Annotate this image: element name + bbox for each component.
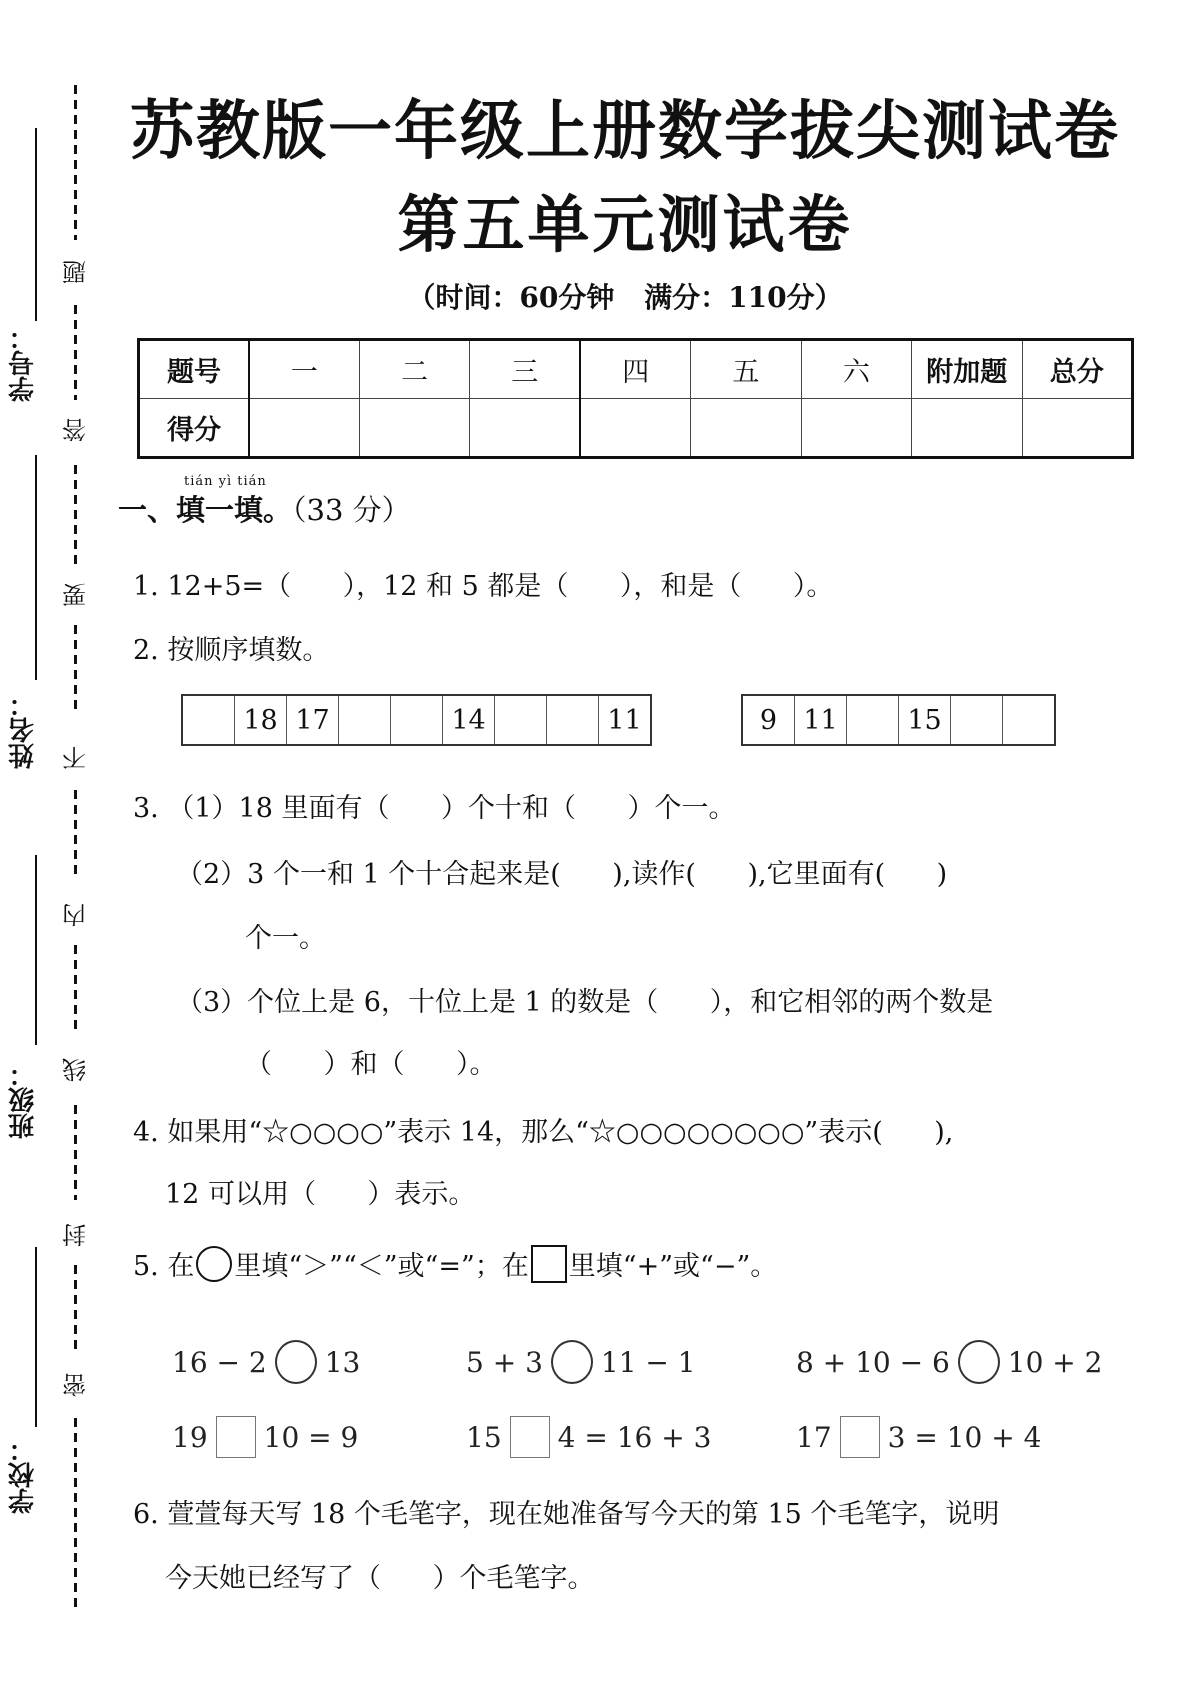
- dashed-line: [74, 1418, 77, 1610]
- compare-expression: [796, 1340, 1103, 1384]
- answer-circle[interactable]: [958, 1340, 1000, 1384]
- expr-right: 13: [324, 1345, 361, 1379]
- answer-circle[interactable]: [551, 1340, 593, 1384]
- compare-expression: [466, 1340, 696, 1384]
- expr-left: 16 − 2: [172, 1345, 267, 1379]
- score-cell[interactable]: [912, 399, 1022, 458]
- grid-cell: 15: [899, 696, 951, 744]
- exam-meta: [120, 276, 1130, 316]
- page-subtitle: 第五单元测试卷: [397, 188, 853, 261]
- table-header-cell: 总分: [1022, 340, 1133, 399]
- score-cell[interactable]: [470, 399, 580, 458]
- margin-char: 不: [62, 746, 91, 770]
- question-3-part-2-line-1: （2）3 个一和 1 个十合起来是( ),读作( ),它里面有( ): [176, 859, 948, 890]
- dashed-line: [74, 1265, 77, 1355]
- margin-line: [35, 128, 37, 321]
- score-cell[interactable]: [691, 399, 801, 458]
- grid-cell: 9: [743, 696, 795, 744]
- answer-square[interactable]: [840, 1416, 880, 1458]
- grid-cell: 18: [235, 696, 287, 744]
- expr-left: 19: [172, 1420, 208, 1454]
- q5-mid-2: 里填“+”或“−”。: [568, 1251, 778, 1282]
- question-4-line-2: 12 可以用（ ）表示。: [165, 1179, 476, 1210]
- question-6-line-2: 今天她已经写了（ ）个毛笔字。: [165, 1563, 595, 1594]
- table-header-cell: 一: [249, 340, 359, 399]
- full-score: 满分：110分）: [644, 281, 843, 314]
- margin-char: 要: [62, 583, 91, 607]
- answer-square[interactable]: [216, 1416, 256, 1458]
- expr-right: 10 + 2: [1007, 1345, 1103, 1379]
- grid-cell[interactable]: [391, 696, 443, 744]
- question-3-part-1: 3. （1）18 里面有（ ）个十和（ ）个一。: [133, 793, 736, 824]
- margin-line: [35, 1247, 37, 1427]
- dashed-line: [74, 85, 77, 240]
- table-header-cell: 四: [580, 340, 690, 399]
- question-6-line-1: 6. 萱萱每天写 18 个毛笔字，现在她准备写今天的第 15 个毛笔字，说明: [133, 1499, 1000, 1530]
- score-cell[interactable]: [580, 399, 690, 458]
- expr-right: 3 = 10 + 4: [887, 1420, 1042, 1454]
- time-limit: （时间：60分钟: [407, 281, 615, 314]
- expr-left: 17: [796, 1420, 832, 1454]
- answer-circle[interactable]: [275, 1340, 317, 1384]
- table-header-row: [139, 340, 1133, 399]
- operator-expression: [796, 1416, 1041, 1458]
- grid-cell[interactable]: [547, 696, 599, 744]
- score-table: [137, 338, 1134, 459]
- page-title: 苏教版一年级上册数学拔尖测试卷: [130, 94, 1120, 169]
- margin-char: 题: [62, 260, 91, 284]
- operator-expression: [172, 1416, 358, 1458]
- dashed-line: [74, 1105, 77, 1200]
- answer-square[interactable]: [510, 1416, 550, 1458]
- expr-left: 8 + 10 − 6: [796, 1345, 950, 1379]
- margin-char: 封: [62, 1223, 91, 1247]
- question-3-part-2-line-2: 个一。: [245, 923, 326, 954]
- section-title: 填一填。: [176, 493, 293, 527]
- name-label: 姓名：: [8, 691, 39, 769]
- table-header-cell: 题号: [139, 340, 249, 399]
- grid-cell: 11: [795, 696, 847, 744]
- compare-expression: [172, 1340, 360, 1384]
- number-grid-a: [181, 694, 652, 746]
- margin-line: [35, 455, 37, 680]
- score-cell[interactable]: [801, 399, 911, 458]
- school-label: 学校：: [8, 1436, 39, 1514]
- table-header-cell: 三: [470, 340, 580, 399]
- question-3-part-3-line-1: （3）个位上是 6，十位上是 1 的数是（ ），和它相邻的两个数是: [176, 987, 994, 1018]
- grid-cell[interactable]: [339, 696, 391, 744]
- table-header-cell: 附加题: [912, 340, 1022, 399]
- score-cell[interactable]: [359, 399, 469, 458]
- expr-right: 11 − 1: [600, 1345, 696, 1379]
- dashed-line: [74, 945, 77, 1035]
- table-row-label: 得分: [139, 399, 249, 458]
- table-header-cell: 五: [691, 340, 801, 399]
- grid-cell[interactable]: [847, 696, 899, 744]
- operator-expression: [466, 1416, 711, 1458]
- section-heading: [118, 488, 411, 529]
- grid-cell[interactable]: [951, 696, 1003, 744]
- expr-left: 5 + 3: [466, 1345, 543, 1379]
- circle-icon: [196, 1246, 232, 1282]
- dashed-line: [74, 465, 77, 565]
- student-id-label: 学号：: [8, 324, 39, 402]
- grid-cell: 17: [287, 696, 339, 744]
- question-3-part-3-line-2: （ ）和（ ）。: [245, 1049, 497, 1080]
- margin-char: 密: [62, 1373, 91, 1397]
- q5-prefix: 5. 在: [133, 1251, 195, 1282]
- grid-cell: 11: [607, 704, 642, 736]
- dashed-line: [74, 305, 77, 400]
- score-cell[interactable]: [249, 399, 359, 458]
- grid-cell: 14: [443, 696, 495, 744]
- q5-mid-1: 里填“＞”“＜”或“=”；在: [234, 1251, 529, 1282]
- expr-left: 15: [466, 1420, 502, 1454]
- table-score-row: [139, 399, 1133, 458]
- question-5-instructions: [133, 1244, 777, 1283]
- question-1: 1. 12+5=（ ），12 和 5 都是（ ），和是（ ）。: [133, 571, 834, 602]
- margin-char: 内: [62, 903, 91, 927]
- expr-right: 10 = 9: [263, 1420, 359, 1454]
- square-icon: [531, 1245, 567, 1283]
- question-4-line-1: 4. 如果用“☆○○○○”表示 14，那么“☆○○○○○○○○”表示( ),: [133, 1117, 954, 1148]
- section-number: 一、: [118, 493, 177, 527]
- class-label: 班级：: [8, 1061, 39, 1139]
- section-points: （33 分）: [292, 493, 411, 527]
- dashed-line: [74, 625, 77, 715]
- margin-char: 线: [62, 1058, 91, 1082]
- pinyin-annotation: tián yì tián: [184, 474, 267, 489]
- margin-char: 答: [62, 418, 91, 442]
- grid-cell[interactable]: [495, 696, 547, 744]
- table-header-cell: 二: [359, 340, 469, 399]
- margin-line: [35, 855, 37, 1045]
- table-header-cell: 六: [801, 340, 911, 399]
- grid-cell[interactable]: [183, 696, 235, 744]
- expr-right: 4 = 16 + 3: [557, 1420, 712, 1454]
- dashed-line: [74, 790, 77, 880]
- grid-cell[interactable]: [1003, 696, 1054, 744]
- question-2: 2. 按顺序填数。: [133, 635, 330, 666]
- number-grid-b: [741, 694, 1056, 746]
- score-cell[interactable]: [1022, 399, 1133, 458]
